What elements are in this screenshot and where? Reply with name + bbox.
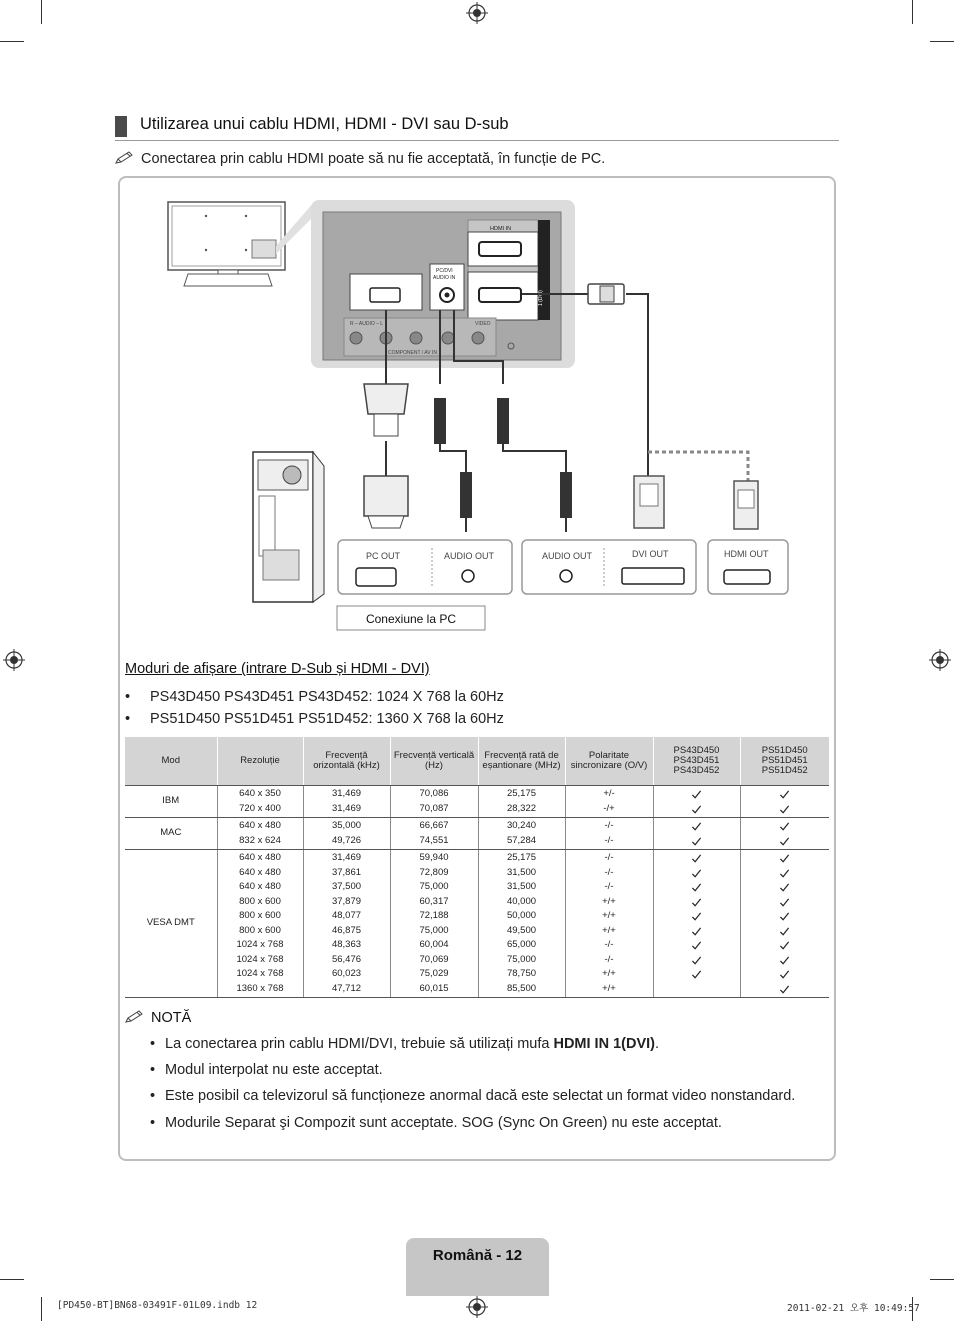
nota-item: • Este posibil ca televizorul să funcționeze anormal dacă este selectat un format video nonstandard. (150, 1088, 796, 1104)
display-modes-heading: Moduri de afișare (intrare D-Sub și HDMI - DVI) (125, 661, 430, 677)
nota-text: Este posibil ca televizorul să funcționeze anormal dacă este selectat un format video nonstandard. (165, 1088, 796, 1104)
column-header: Rezoluție (217, 737, 303, 786)
audio-out-label-1: AUDIO OUT (444, 551, 495, 561)
crop-mark (912, 0, 913, 24)
audio-out-label-2: AUDIO OUT (542, 551, 593, 561)
connection-diagram (118, 176, 836, 636)
support-cell-m2 (740, 786, 829, 818)
top-note (115, 151, 605, 167)
pc-port-panels (338, 540, 788, 594)
nota-item: • Modul interpolat nu este acceptat. (150, 1062, 383, 1078)
section-title-text: Utilizarea unui cablu HDMI, HDMI - DVI sau D-sub (140, 115, 509, 133)
checkmark-icon (741, 967, 830, 982)
table-header-row (125, 737, 829, 786)
registration-mark-icon (3, 649, 25, 671)
registration-mark-icon (466, 1296, 488, 1318)
checkmark-icon (654, 819, 740, 834)
checkmark-icon (741, 982, 830, 997)
value-cell-v: 70,086 70,087 (390, 786, 478, 818)
nota-text: Modurile Separat şi Compozit sunt acceptate. SOG (Sync On Green) nu este acceptat. (165, 1115, 722, 1131)
nota-text: La conectarea prin cablu HDMI/DVI, trebuie să utilizați mufa (165, 1036, 554, 1052)
display-modes-table (125, 737, 829, 998)
value-cell-res: 640 x 480 640 x 480 640 x 480 800 x 600 800 x 600 800 x 600 1024 x 768 1024 x 768 1024 x 768 1360 x 768 (217, 850, 303, 998)
column-header: Polaritate sincronizare (O/V) (565, 737, 653, 786)
dvi-connector-icon (634, 476, 664, 528)
support-cell-m1 (653, 786, 740, 818)
video-label: VIDEO (475, 321, 491, 327)
pc-tower-illustration (253, 452, 324, 602)
value-cell-h: 31,469 31,469 (303, 786, 390, 818)
nota-text: . (654, 1036, 659, 1052)
resolution-bullet-1: • PS43D450 PS43D451 PS43D452: 1024 X 768 la 60Hz (125, 689, 504, 705)
value-cell-res: 640 x 350 720 x 400 (217, 786, 303, 818)
checkmark-icon (741, 819, 830, 834)
value-cell-pol: -/- -/- -/- +/+ +/+ +/+ -/- -/- +/+ +/+ (565, 850, 653, 998)
value-cell-pol: -/- -/- (565, 818, 653, 850)
table-row (125, 818, 829, 850)
mode-cell: MAC (125, 818, 217, 850)
tv-rear-illustration (168, 202, 314, 286)
crop-mark (41, 0, 42, 24)
empty-mark (654, 982, 740, 997)
checkmark-icon (654, 880, 740, 895)
checkmark-icon (654, 953, 740, 968)
pencil-note-icon (115, 151, 135, 165)
component-label: COMPONENT / AV IN (388, 350, 437, 356)
pc-out-label: PC OUT (366, 551, 401, 561)
checkmark-icon (741, 851, 830, 866)
mode-cell: VESA DMT (125, 850, 217, 998)
tv-port-panel (311, 200, 575, 368)
support-cell-m2 (740, 818, 829, 850)
checkmark-icon (741, 802, 830, 817)
pc-dvi-audio-label-2: AUDIO IN (433, 275, 456, 281)
model-column-header: PS51D450 PS51D451 PS51D452 (740, 737, 829, 786)
section-title (115, 114, 839, 141)
checkmark-icon (654, 787, 740, 802)
resolution-bullet-text: PS43D450 PS43D451 PS43D452: 1024 X 768 la 60Hz (150, 689, 504, 705)
checkmark-icon (741, 834, 830, 849)
hdmi-out-label: HDMI OUT (724, 549, 769, 559)
checkmark-icon (654, 938, 740, 953)
value-cell-res: 640 x 480 832 x 624 (217, 818, 303, 850)
crop-mark (930, 41, 954, 42)
pc-in-label: PC IN (386, 279, 401, 285)
nota-title: NOTĂ (151, 1010, 192, 1026)
section-marker (115, 116, 127, 137)
value-cell-v: 66,667 74,551 (390, 818, 478, 850)
nota-emphasis: HDMI IN 1(DVI) (553, 1036, 655, 1052)
diagram-caption: Conexiune la PC (365, 612, 457, 626)
footer-file-info: [PD450-BT]BN68-03491F-01L09.indb 12 (57, 1300, 258, 1311)
footer-timestamp: 2011-02-21 오후 10:49:57 (787, 1303, 920, 1314)
audio-jack-icon (434, 398, 572, 532)
pc-dvi-audio-label-1: PC/DVI (436, 268, 453, 274)
crop-mark (0, 41, 24, 42)
column-header: Frecvență rată de eșantionare (MHz) (478, 737, 565, 786)
checkmark-icon (654, 834, 740, 849)
value-cell-pol: +/- -/+ (565, 786, 653, 818)
checkmark-icon (741, 866, 830, 881)
nota-text: Modul interpolat nu este acceptat. (165, 1062, 383, 1078)
column-header: Frecvență verticală (Hz) (390, 737, 478, 786)
checkmark-icon (741, 895, 830, 910)
crop-mark (41, 1297, 42, 1321)
page-number-tab (406, 1238, 549, 1296)
dvi-side-label: 1 (DVI) (538, 290, 544, 306)
table-row (125, 850, 829, 998)
model-column-header: PS43D450 PS43D451 PS43D452 (653, 737, 740, 786)
resolution-bullet-2: • PS51D450 PS51D451 PS51D452: 1360 X 768 la 60Hz (125, 711, 504, 727)
crop-mark (0, 1279, 24, 1280)
nota-item: • Modurile Separat şi Compozit sunt acceptate. SOG (Sync On Green) nu este acceptat. (150, 1115, 722, 1131)
page-number: Română - 12 (432, 1247, 523, 1264)
support-cell-m1 (653, 818, 740, 850)
nota-item: • La conectarea prin cablu HDMI/DVI, trebuie să utilizați mufa HDMI IN 1(DVI). (150, 1036, 659, 1052)
checkmark-icon (741, 924, 830, 939)
support-cell-m1 (653, 850, 740, 998)
checkmark-icon (654, 895, 740, 910)
checkmark-icon (654, 924, 740, 939)
mode-cell: IBM (125, 786, 217, 818)
column-header: Frecvență orizontală (kHz) (303, 737, 390, 786)
dvi-out-label: DVI OUT (632, 549, 669, 559)
pencil-note-icon (125, 1010, 145, 1024)
checkmark-icon (654, 851, 740, 866)
audio-label: R – AUDIO – L (350, 321, 384, 327)
registration-mark-icon (466, 2, 488, 24)
checkmark-icon (741, 953, 830, 968)
nota-heading (125, 1010, 191, 1026)
table-row (125, 786, 829, 818)
checkmark-icon (654, 866, 740, 881)
checkmark-icon (741, 880, 830, 895)
support-cell-m2 (740, 850, 829, 998)
checkmark-icon (654, 802, 740, 817)
value-cell-h: 35,000 49,726 (303, 818, 390, 850)
value-cell-h: 31,469 37,861 37,500 37,879 48,077 46,875 48,363 56,476 60,023 47,712 (303, 850, 390, 998)
hdmi-plug-icon (734, 481, 758, 529)
resolution-bullet-text: PS51D450 PS51D451 PS51D452: 1360 X 768 la 60Hz (150, 711, 504, 727)
hdmi-in-label: HDMI IN (490, 226, 512, 232)
checkmark-icon (741, 938, 830, 953)
checkmark-icon (654, 909, 740, 924)
hdmi-connector-icon (588, 284, 624, 304)
checkmark-icon (654, 967, 740, 982)
checkmark-icon (741, 787, 830, 802)
column-header: Mod (125, 737, 217, 786)
checkmark-icon (741, 909, 830, 924)
value-cell-clk: 25,175 31,500 31,500 40,000 50,000 49,500 65,000 75,000 78,750 85,500 (478, 850, 565, 998)
value-cell-v: 59,940 72,809 75,000 60,317 72,188 75,000 60,004 70,069 75,029 60,015 (390, 850, 478, 998)
value-cell-clk: 25,175 28,322 (478, 786, 565, 818)
value-cell-clk: 30,240 57,284 (478, 818, 565, 850)
crop-mark (930, 1279, 954, 1280)
registration-mark-icon (929, 649, 951, 671)
top-note-text: Conectarea prin cablu HDMI poate să nu fie acceptată, în funcție de PC. (141, 151, 606, 167)
